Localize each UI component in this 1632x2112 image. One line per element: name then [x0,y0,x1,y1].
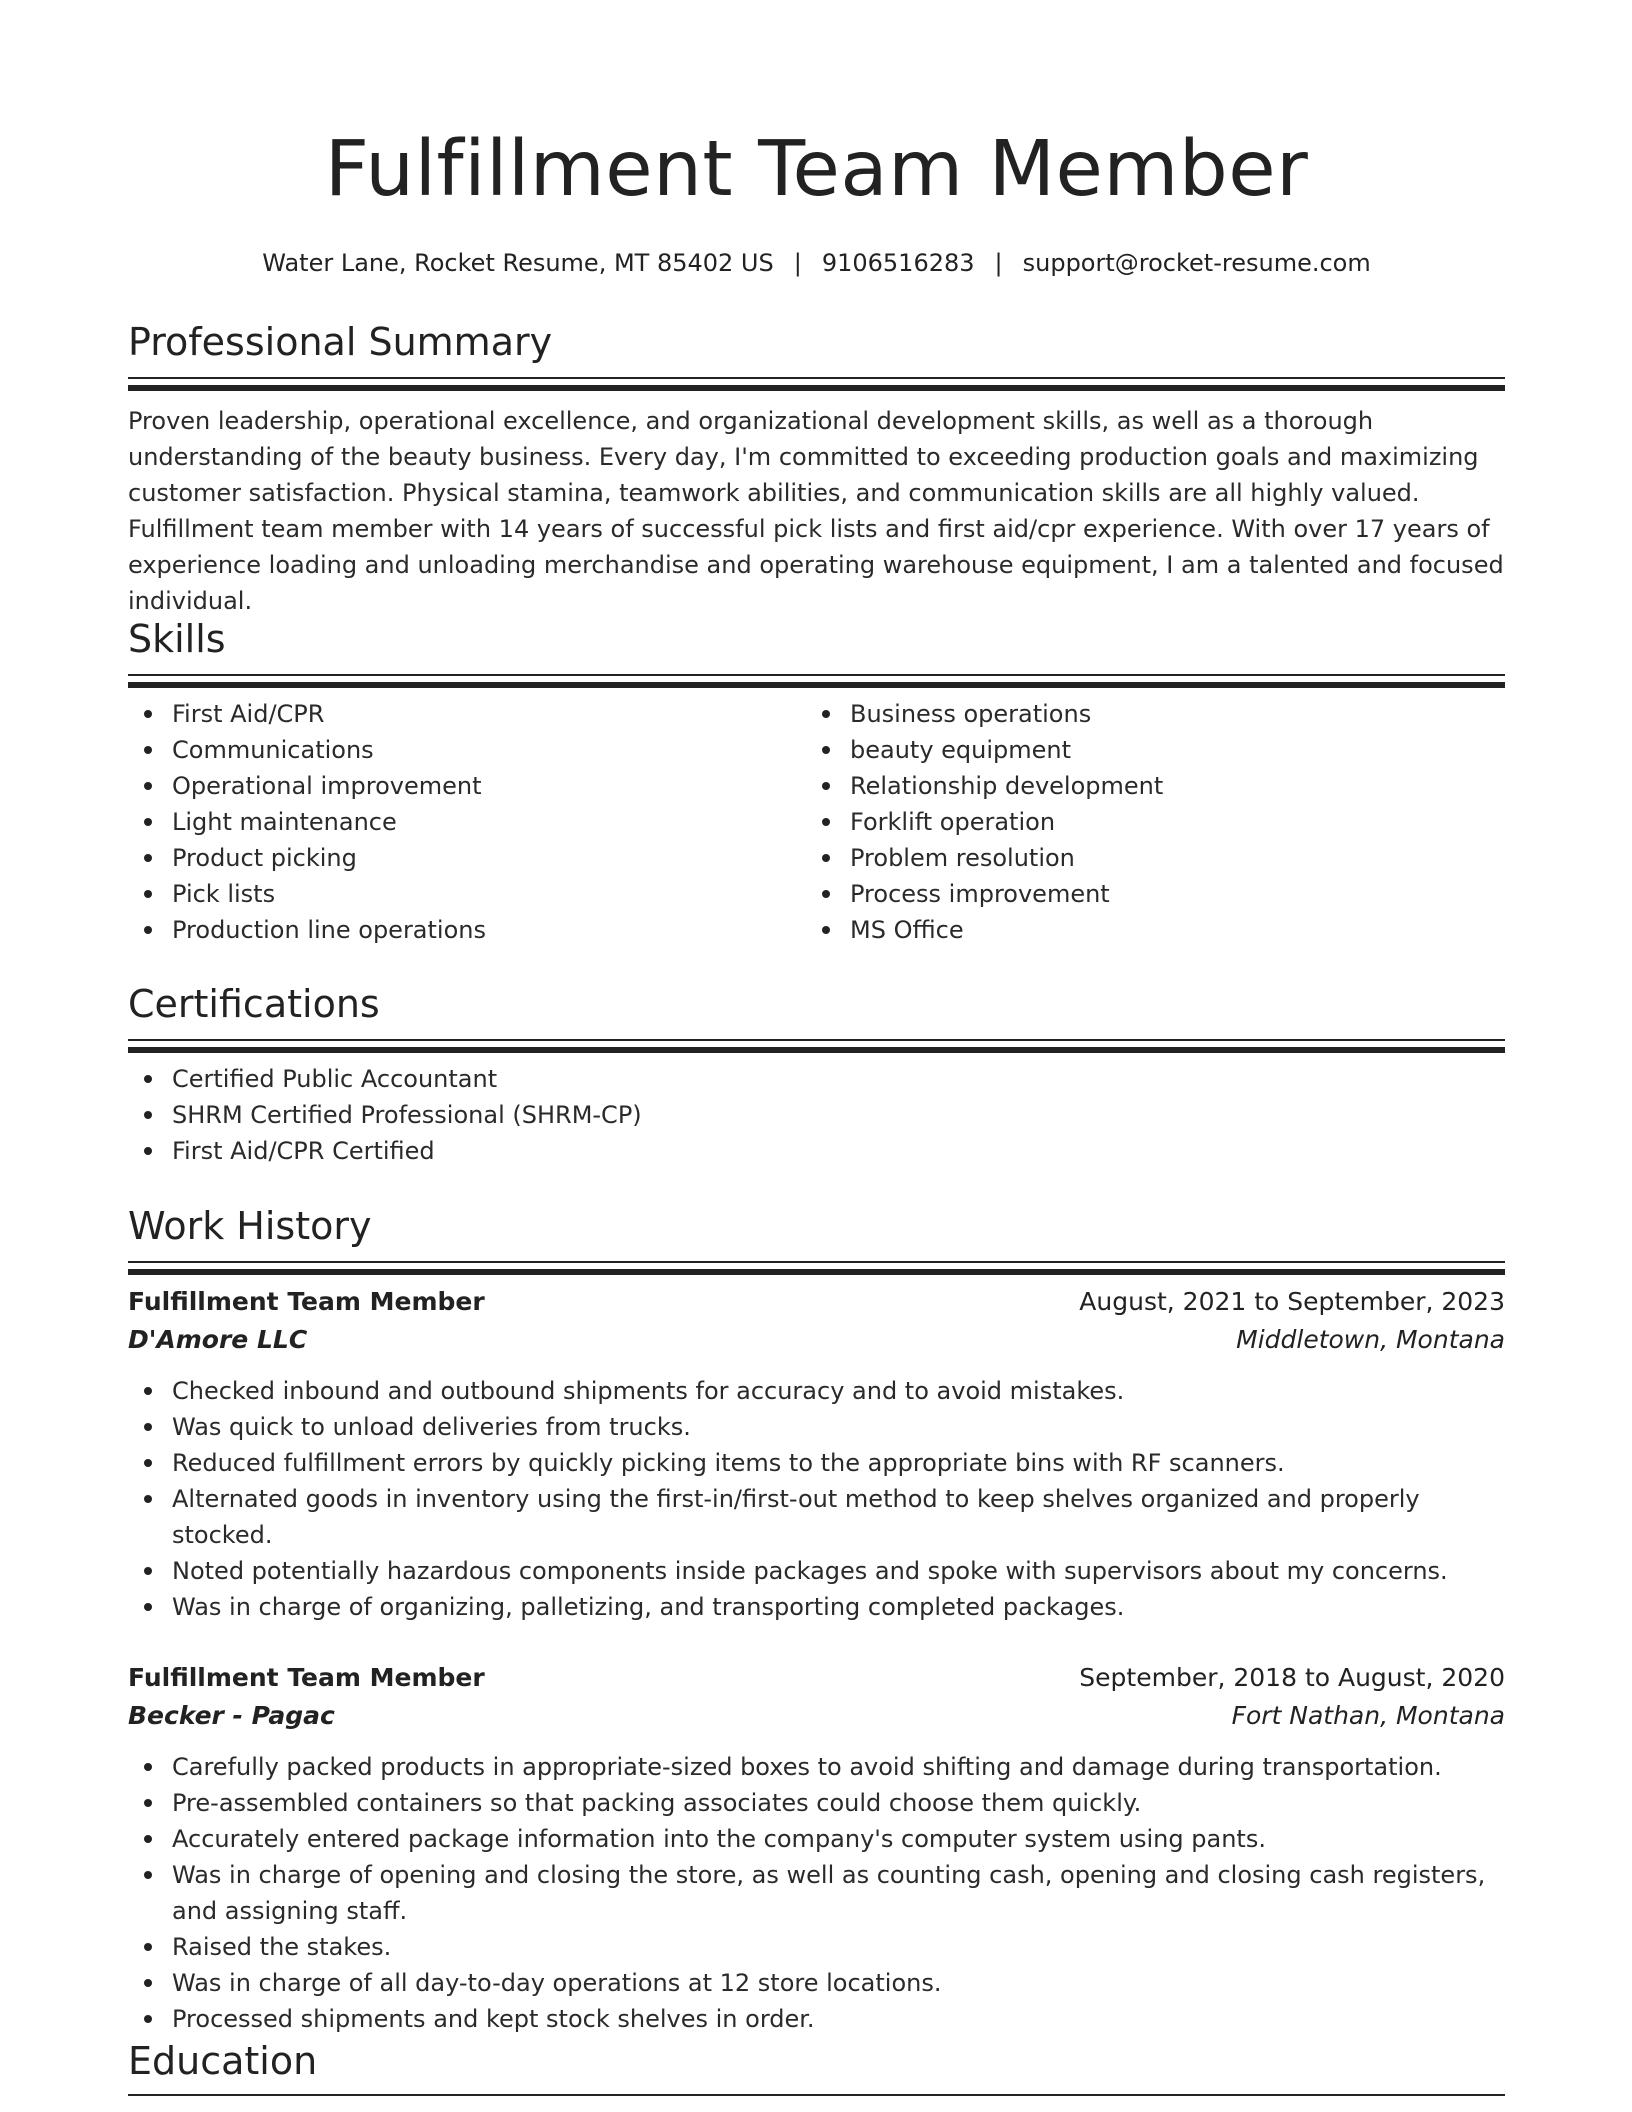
section-title-education: Education [128,2039,318,2083]
skill-item: MS Office [850,912,1484,948]
job-header [128,1283,1505,1321]
skill-item: First Aid/CPR [172,696,806,732]
section-title-certifications: Certifications [128,982,380,1026]
job-company: Becker - Pagac [128,1701,335,1730]
section-divider [128,674,1505,676]
job-bullets [128,1373,1505,1625]
summary-section [128,317,1505,619]
contact-line [128,246,1505,280]
skill-item: Business operations [850,696,1484,732]
contact-separator: | [994,249,1003,277]
skills-list-left [128,696,806,948]
skills-columns [128,696,1505,948]
job-bullets [128,1749,1505,2037]
skill-item: Forklift operation [850,804,1484,840]
section-divider [128,377,1505,379]
job-subheader [128,1321,1505,1359]
contact-email: support@rocket-resume.com [1022,249,1371,277]
job-location: Fort Nathan, Montana [1231,1701,1505,1730]
skill-item: Relationship development [850,768,1484,804]
skills-section [128,614,1505,948]
certifications-list [128,1061,1505,1169]
certification-item: Certified Public Accountant [172,1061,1505,1097]
work-history-section [128,1201,1505,2037]
skills-list-right [806,696,1484,948]
skill-item: Process improvement [850,876,1484,912]
job-bullet: Processed shipments and kept stock shelves in order. [172,2001,1505,2037]
summary-text: Proven leadership, operational excellence, and organizational development skills, as well as a thorough understanding of the beauty business. Every day, I'm committed to exceeding production goals and maximizing customer satisfaction. Physical stamina, teamwork abilities, and communication skills are all highly valued. Fulfillment team member with 14 years of successful pick lists and first aid/cpr experience. With over 17 years of experience loading and unloading merchandise and operating warehouse equipment, I am a talented and focused individual. [128,407,1504,615]
section-title-summary: Professional Summary [128,320,553,364]
job-bullet: Checked inbound and outbound shipments for accuracy and to avoid mistakes. [172,1373,1505,1409]
job-title: Fulfillment Team Member [128,1663,485,1692]
skill-item: Pick lists [172,876,806,912]
job-header [128,1659,1505,1697]
job-bullet: Pre-assembled containers so that packing associates could choose them quickly. [172,1785,1505,1821]
skill-item: Product picking [172,840,806,876]
job-bullet: Was in charge of organizing, palletizing, and transporting completed packages. [172,1589,1505,1625]
contact-separator: | [793,249,802,277]
skill-item: beauty equipment [850,732,1484,768]
section-title-work-history: Work History [128,1204,372,1248]
section-divider [128,1261,1505,1263]
job-bullet: Accurately entered package information into the company's computer system using pants. [172,1821,1505,1857]
skill-item: Light maintenance [172,804,806,840]
job-bullet: Alternated goods in inventory using the first-in/first-out method to keep shelves organized and properly stocked. [172,1481,1505,1553]
skill-item: Problem resolution [850,840,1484,876]
job-bullet: Reduced fulfillment errors by quickly picking items to the appropriate bins with RF scanners. [172,1445,1505,1481]
job-subheader [128,1697,1505,1735]
job-entry [128,1283,1505,1625]
skill-item: Production line operations [172,912,806,948]
job-dates: August, 2021 to September, 2023 [1079,1287,1505,1316]
job-entry [128,1659,1505,2037]
education-section [128,2036,1505,2096]
job-dates: September, 2018 to August, 2020 [1079,1663,1505,1692]
contact-address: Water Lane, Rocket Resume, MT 85402 US [262,249,774,277]
skill-item: Operational improvement [172,768,806,804]
job-title: Fulfillment Team Member [128,1287,485,1316]
job-bullet: Raised the stakes. [172,1929,1505,1965]
contact-phone: 9106516283 [821,249,975,277]
job-bullet: Noted potentially hazardous components inside packages and spoke with supervisors about my concerns. [172,1553,1505,1589]
certification-item: SHRM Certified Professional (SHRM-CP) [172,1097,1505,1133]
section-title-skills: Skills [128,617,226,661]
job-bullet: Was in charge of opening and closing the store, as well as counting cash, opening and closing cash registers, and assigning staff. [172,1857,1505,1929]
job-company: D'Amore LLC [128,1325,308,1354]
certifications-section [128,979,1505,1169]
section-divider [128,1039,1505,1041]
resume-page [128,0,1505,2083]
job-bullet: Was quick to unload deliveries from trucks. [172,1409,1505,1445]
section-divider [128,2094,1505,2096]
skill-item: Communications [172,732,806,768]
job-location: Middletown, Montana [1236,1325,1505,1354]
job-bullet: Carefully packed products in appropriate-sized boxes to avoid shifting and damage during transportation. [172,1749,1505,1785]
certification-item: First Aid/CPR Certified [172,1133,1505,1169]
job-bullet: Was in charge of all day-to-day operations at 12 store locations. [172,1965,1505,2001]
resume-name: Fulfillment Team Member [324,125,1309,214]
